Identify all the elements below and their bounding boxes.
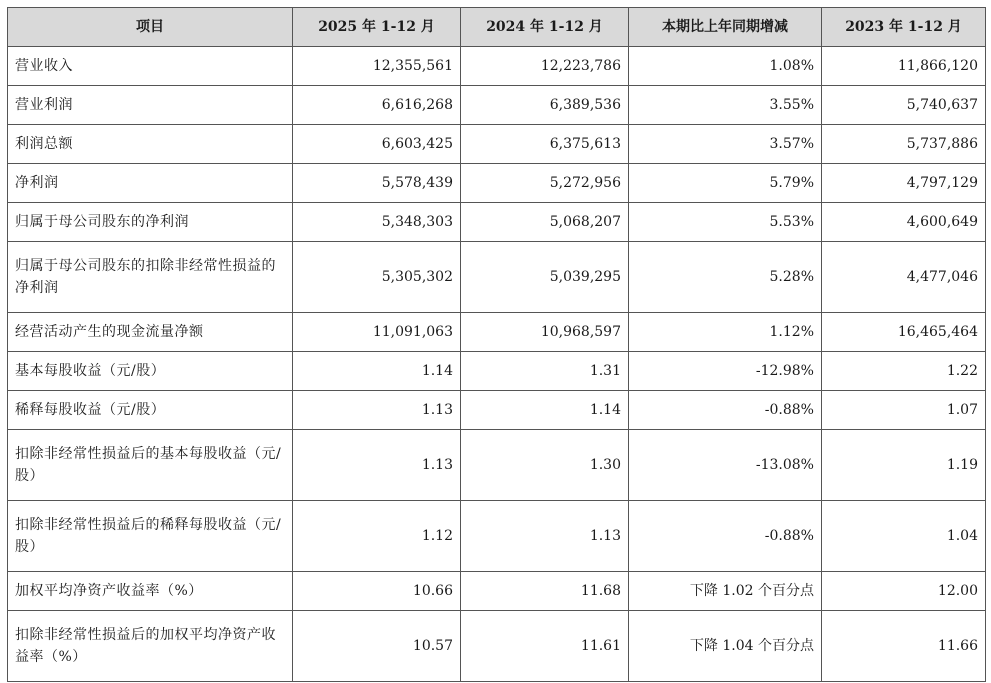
- cell-change: 3.55%: [629, 86, 822, 125]
- cell-2024: 1.14: [461, 391, 629, 430]
- header-2025: 2025 年 1-12 月: [293, 8, 461, 47]
- cell-change: 5.53%: [629, 203, 822, 242]
- cell-2024: 1.30: [461, 430, 629, 501]
- header-change: 本期比上年同期增减: [629, 8, 822, 47]
- cell-2025: 5,578,439: [293, 164, 461, 203]
- cell-2025: 1.13: [293, 430, 461, 501]
- table-row: [8, 125, 986, 164]
- table-row: [8, 391, 986, 430]
- row-label: 利润总额: [8, 125, 293, 164]
- cell-2025: 5,305,302: [293, 242, 461, 313]
- cell-change: 5.28%: [629, 242, 822, 313]
- cell-2024: 6,389,536: [461, 86, 629, 125]
- cell-change: -0.88%: [629, 391, 822, 430]
- table-row: [8, 611, 986, 682]
- cell-change: 1.08%: [629, 47, 822, 86]
- cell-2023: 1.22: [822, 352, 986, 391]
- row-label: 扣除非经常性损益后的加权平均净资产收益率（%）: [8, 611, 293, 682]
- row-label: 扣除非经常性损益后的基本每股收益（元/股）: [8, 430, 293, 501]
- cell-change: -12.98%: [629, 352, 822, 391]
- cell-2025: 10.66: [293, 572, 461, 611]
- table-row: [8, 352, 986, 391]
- header-2024: 2024 年 1-12 月: [461, 8, 629, 47]
- cell-2025: 11,091,063: [293, 313, 461, 352]
- table-header-row: [8, 8, 986, 47]
- cell-2025: 6,603,425: [293, 125, 461, 164]
- table-row: [8, 501, 986, 572]
- row-label: 基本每股收益（元/股）: [8, 352, 293, 391]
- cell-2024: 11.61: [461, 611, 629, 682]
- cell-2023: 1.19: [822, 430, 986, 501]
- cell-2024: 5,068,207: [461, 203, 629, 242]
- cell-2023: 4,797,129: [822, 164, 986, 203]
- cell-2025: 5,348,303: [293, 203, 461, 242]
- cell-2025: 6,616,268: [293, 86, 461, 125]
- table-row: [8, 313, 986, 352]
- table-row: [8, 430, 986, 501]
- row-label: 稀释每股收益（元/股）: [8, 391, 293, 430]
- table-row: [8, 47, 986, 86]
- cell-2023: 1.04: [822, 501, 986, 572]
- cell-change: -13.08%: [629, 430, 822, 501]
- cell-2024: 10,968,597: [461, 313, 629, 352]
- table-row: [8, 203, 986, 242]
- cell-change: 下降 1.02 个百分点: [629, 572, 822, 611]
- table-row: [8, 164, 986, 203]
- cell-2023: 11.66: [822, 611, 986, 682]
- cell-2025: 10.57: [293, 611, 461, 682]
- cell-2023: 12.00: [822, 572, 986, 611]
- cell-2023: 5,740,637: [822, 86, 986, 125]
- table-row: [8, 86, 986, 125]
- row-label: 归属于母公司股东的净利润: [8, 203, 293, 242]
- cell-2023: 4,600,649: [822, 203, 986, 242]
- row-label: 扣除非经常性损益后的稀释每股收益（元/股）: [8, 501, 293, 572]
- cell-2023: 1.07: [822, 391, 986, 430]
- cell-2025: 1.14: [293, 352, 461, 391]
- row-label: 加权平均净资产收益率（%）: [8, 572, 293, 611]
- cell-change: 3.57%: [629, 125, 822, 164]
- cell-2024: 11.68: [461, 572, 629, 611]
- cell-2024: 1.31: [461, 352, 629, 391]
- cell-change: 5.79%: [629, 164, 822, 203]
- cell-2024: 6,375,613: [461, 125, 629, 164]
- cell-change: 下降 1.04 个百分点: [629, 611, 822, 682]
- cell-2025: 12,355,561: [293, 47, 461, 86]
- cell-change: -0.88%: [629, 501, 822, 572]
- row-label: 归属于母公司股东的扣除非经常性损益的净利润: [8, 242, 293, 313]
- cell-2024: 1.13: [461, 501, 629, 572]
- cell-2023: 16,465,464: [822, 313, 986, 352]
- cell-2023: 4,477,046: [822, 242, 986, 313]
- cell-2024: 12,223,786: [461, 47, 629, 86]
- cell-2023: 11,866,120: [822, 47, 986, 86]
- cell-2023: 5,737,886: [822, 125, 986, 164]
- row-label: 营业利润: [8, 86, 293, 125]
- cell-2025: 1.12: [293, 501, 461, 572]
- cell-change: 1.12%: [629, 313, 822, 352]
- row-label: 经营活动产生的现金流量净额: [8, 313, 293, 352]
- cell-2024: 5,039,295: [461, 242, 629, 313]
- table-row: [8, 572, 986, 611]
- cell-2025: 1.13: [293, 391, 461, 430]
- header-item: 项目: [8, 8, 293, 47]
- header-2023: 2023 年 1-12 月: [822, 8, 986, 47]
- cell-2024: 5,272,956: [461, 164, 629, 203]
- financial-summary-table: [7, 7, 986, 682]
- table-row: [8, 242, 986, 313]
- row-label: 净利润: [8, 164, 293, 203]
- row-label: 营业收入: [8, 47, 293, 86]
